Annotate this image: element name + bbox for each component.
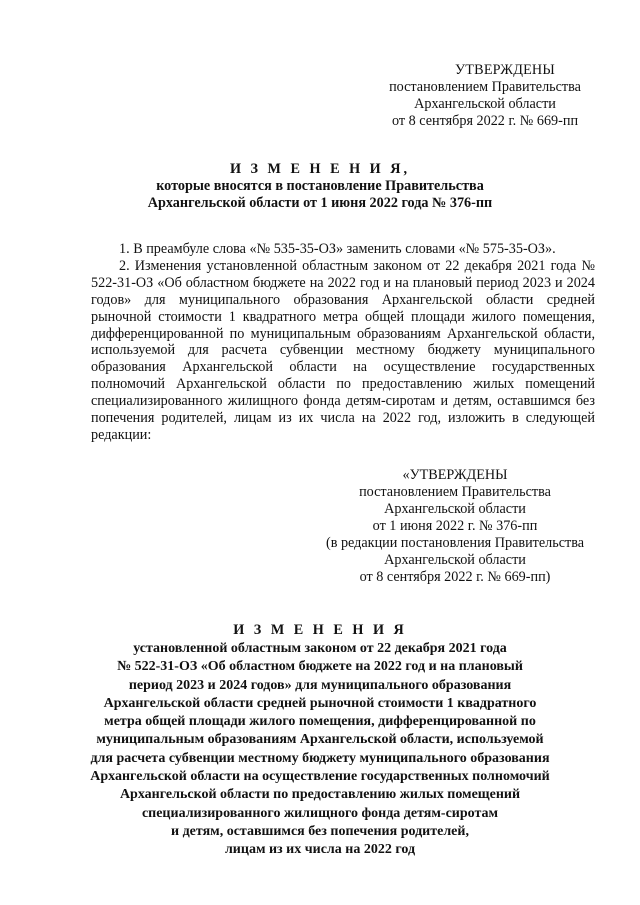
approval-line: (в редакции постановления Правительства	[325, 535, 585, 551]
approval-line: от 8 сентября 2022 г. № 669-пп)	[359, 569, 551, 585]
heading-line: установленной областным законом от 22 декабря 2021 года	[133, 641, 507, 656]
heading-line: муниципальным образованиям Архангельской области, используемой	[96, 732, 544, 748]
heading-line: Архангельской области средней рыночной стоимости 1 квадратного	[103, 695, 537, 711]
heading-line: специализированного жилищного фонда детям-сиротам	[141, 805, 499, 821]
changes-heading	[0, 622, 640, 860]
approval-line: Архангельской области	[414, 96, 556, 112]
approval-block-quoted	[310, 467, 600, 586]
heading-line: Архангельской области по предоставлению жилых помещений	[119, 787, 521, 803]
heading-title: И З М Е Н Е Н И Я	[233, 622, 407, 638]
approval-line: Архангельской области	[384, 552, 526, 568]
heading-line: лицам из их числа на 2022 год	[224, 842, 416, 858]
paragraph: 2. Изменения установленной областным законом от 22 декабря 2021 года № 522-31-ОЗ «Об областном бюджете на 2022 год и на плановый период 2023 и 2024 годов» для муниципального образования Архангельской области средней рыночной стоимости 1 квадратного метра общей площади жилого помещения, дифференцированной по муниципальным образованиям Архангельской области, используемой для расчета субвенции местному бюджету муниципального образования Архангельской области на осуществление государственных полномочий Архангельской области по предоставлению жилых помещений специализированного жилищного фонда детям-сиротам и детям, оставшимся без попечения родителей, лицам из их числа на 2022 год, изложить в следующей редакции:	[91, 257, 595, 443]
approval-title: «УТВЕРЖДЕНЫ	[402, 467, 508, 483]
heading-line: Архангельской области на осуществление государственных полномочий	[90, 769, 550, 785]
approval-line: от 8 сентября 2022 г. № 669-пп	[391, 113, 579, 129]
document-heading	[0, 161, 640, 212]
approval-line: постановлением Правительства	[389, 79, 581, 95]
approval-title: УТВЕРЖДЕНЫ	[455, 62, 555, 78]
heading-line: Архангельской области от 1 июня 2022 года № 376-пп	[147, 195, 493, 211]
heading-line: метра общей площади жилого помещения, дифференцированной по	[104, 714, 536, 730]
body-text	[91, 241, 595, 444]
heading-line: и детям, оставшимся без попечения родителей,	[171, 823, 469, 839]
heading-title: И З М Е Н Е Н И Я,	[229, 161, 411, 177]
heading-line: период 2023 и 2024 годов» для муниципального образования	[128, 677, 512, 693]
approval-block	[380, 62, 590, 130]
heading-line: № 522-31-ОЗ «Об областном бюджете на 2022 год и на плановый	[117, 659, 523, 675]
approval-line: от 1 июня 2022 г. № 376-пп	[372, 518, 538, 534]
heading-line: для расчета субвенции местному бюджету муниципального образования	[90, 750, 550, 766]
paragraph: 1. В преамбуле слова «№ 535-35-ОЗ» заменить словами «№ 575-35-ОЗ».	[119, 241, 556, 257]
approval-line: Архангельской области	[384, 501, 526, 517]
approval-line: постановлением Правительства	[359, 484, 551, 500]
heading-line: которые вносятся в постановление Правительства	[156, 178, 484, 194]
